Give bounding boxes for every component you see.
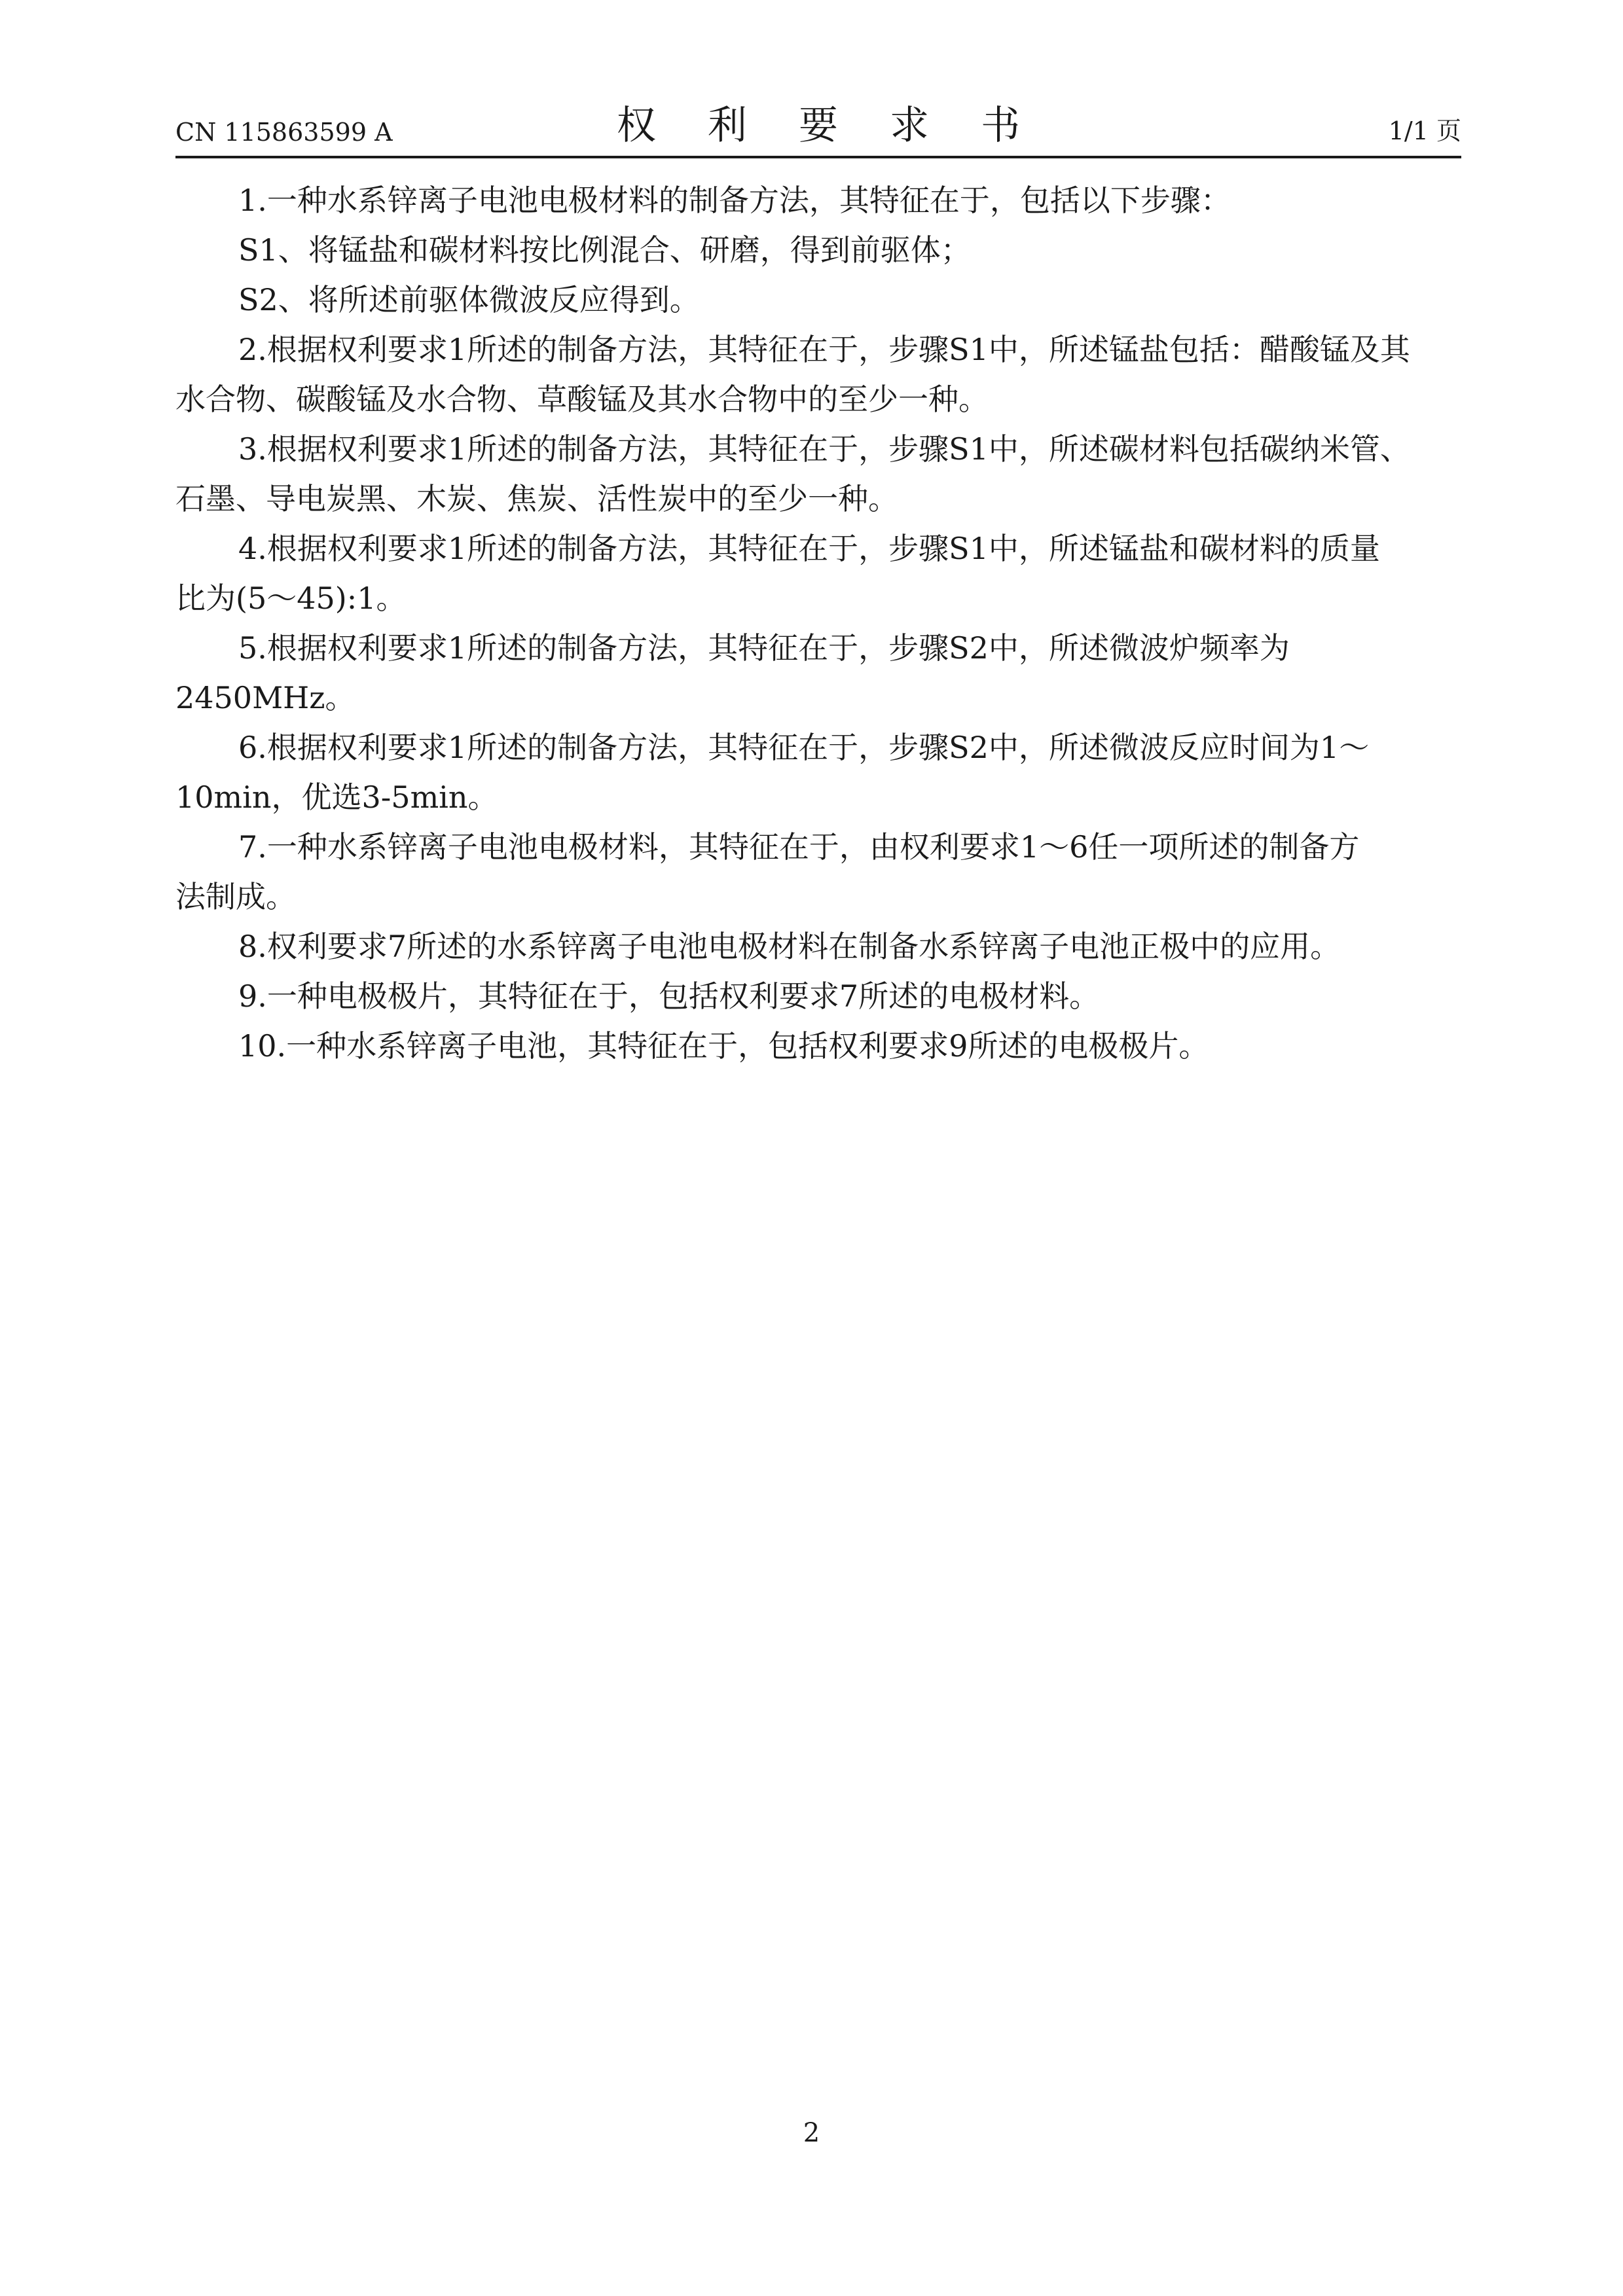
claim-7 [175,822,1461,922]
claim-3 [175,424,1461,524]
page-indicator: 1/1 页 [1388,117,1461,145]
claim-line: 水合物、碳酸锰及水合物、草酸锰及其水合物中的至少一种。 [175,382,989,417]
claim-line: 2.根据权利要求1所述的制备方法，其特征在于，步骤S1中，所述锰盐包括：醋酸锰及其 [238,332,1410,367]
claim-line: 6.根据权利要求1所述的制备方法，其特征在于，步骤S2中，所述微波反应时间为1～ [238,730,1370,765]
claim-line: 法制成。 [175,879,296,914]
page-number: 2 [803,2118,820,2148]
claim-8 [175,922,1461,971]
claim-line: S1、将锰盐和碳材料按比例混合、研磨，得到前驱体； [238,232,971,268]
claim-5 [175,623,1461,723]
document-title: 权 利 要 求 书 [616,103,1040,149]
claim-9 [175,971,1461,1021]
publication-number: CN 115863599 A [175,118,393,147]
claim-line: 5.根据权利要求1所述的制备方法，其特征在于，步骤S2中，所述微波炉频率为 [238,630,1290,666]
claims-list [175,175,1461,1071]
claim-line: 7.一种水系锌离子电池电极材料，其特征在于，由权利要求1～6任一项所述的制备方 [238,829,1360,865]
claim-2 [175,325,1461,424]
claim-line: 10min，优选3-5min。 [175,780,498,815]
claim-line: 2450MHz。 [175,680,356,715]
claim-line: 9.一种电极极片，其特征在于，包括权利要求7所述的电极材料。 [238,978,1100,1014]
claim-line: 石墨、导电炭黑、木炭、焦炭、活性炭中的至少一种。 [175,481,898,516]
claim-line: 10.一种水系锌离子电池，其特征在于，包括权利要求9所述的电极极片。 [238,1028,1209,1064]
claim-line: 比为(5～45):1。 [175,581,407,616]
claim-line: 8.权利要求7所述的水系锌离子电池电极材料在制备水系锌离子电池正极中的应用。 [238,929,1341,964]
claim-line: S2、将所述前驱体微波反应得到。 [238,282,700,317]
claim-1 [175,175,1461,325]
claim-line: 4.根据权利要求1所述的制备方法，其特征在于，步骤S1中，所述锰盐和碳材料的质量 [238,531,1380,566]
claim-10 [175,1021,1461,1071]
claim-6 [175,723,1461,822]
claim-line: 1.一种水系锌离子电池电极材料的制备方法，其特征在于，包括以下步骤： [238,183,1231,218]
claim-line: 3.根据权利要求1所述的制备方法，其特征在于，步骤S1中，所述碳材料包括碳纳米管、 [238,431,1410,467]
document-header [175,98,1461,158]
claim-4 [175,524,1461,623]
